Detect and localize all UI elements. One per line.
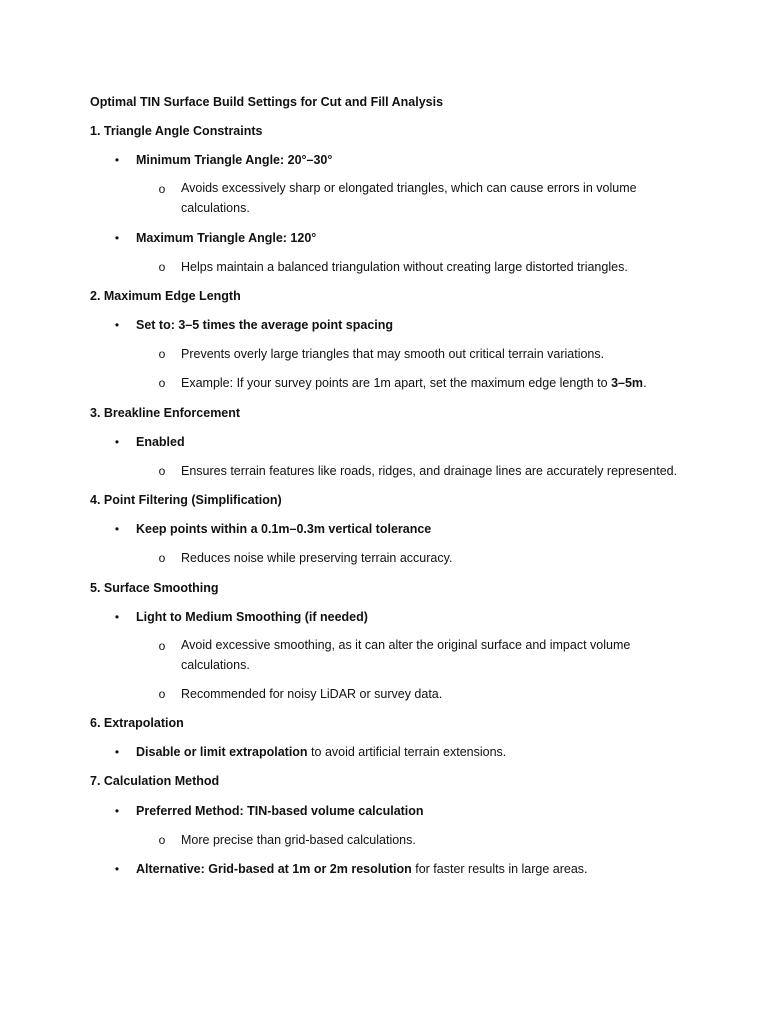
bullet-icon: •	[114, 153, 120, 167]
section-heading: 3. Breakline Enforcement	[90, 406, 241, 420]
bullet-icon: •	[114, 231, 120, 245]
section-heading: 6. Extrapolation	[90, 716, 184, 730]
sub-list-item: Avoid excessive smoothing, as it can alter the original surface and impact volume calculations.	[181, 638, 631, 672]
bullet-icon: •	[114, 318, 120, 332]
sub-list-text: Example: If your survey points are 1m apart, set the maximum edge length to	[181, 376, 612, 390]
section-heading: 7. Calculation Method	[90, 774, 220, 788]
bullet-icon: •	[114, 745, 120, 759]
sub-list-item: Ensures terrain features like roads, ridges, and drainage lines are accurately represented.	[181, 464, 678, 478]
list-item-label: Maximum Triangle Angle: 120°	[136, 231, 317, 245]
list-item-label: Disable or limit extrapolation	[136, 745, 308, 759]
sub-list-item: Avoids excessively sharp or elongated triangles, which can cause errors in volume calculations.	[181, 181, 637, 215]
bullet-icon: •	[114, 610, 120, 624]
sub-list-item: Prevents overly large triangles that may smooth out critical terrain variations.	[181, 347, 605, 361]
list-item-rest: for faster results in large areas.	[411, 862, 588, 876]
list-item-label: Light to Medium Smoothing (if needed)	[136, 610, 368, 624]
sub-bullet-icon: o	[158, 182, 166, 196]
sub-list-item: Recommended for noisy LiDAR or survey data.	[181, 687, 443, 701]
list-item-label: Minimum Triangle Angle: 20°–30°	[136, 153, 333, 167]
list-item-rest: to avoid artificial terrain extensions.	[307, 745, 507, 759]
bullet-icon: •	[114, 862, 120, 876]
sub-bullet-icon: o	[158, 376, 166, 390]
list-item-label: Set to: 3–5 times the average point spacing	[136, 318, 394, 332]
sub-list-item: Reduces noise while preserving terrain accuracy.	[181, 551, 453, 565]
section-heading: 5. Surface Smoothing	[90, 581, 219, 595]
sub-list-item: More precise than grid-based calculations.	[181, 833, 416, 847]
emphasis-text: 3–5m	[611, 376, 644, 390]
section-heading: 4. Point Filtering (Simplification)	[90, 493, 282, 507]
sub-bullet-icon: o	[158, 551, 166, 565]
sub-list-tail: .	[643, 376, 647, 390]
list-item-label: Preferred Method: TIN-based volume calculation	[136, 804, 424, 818]
section-heading: 1. Triangle Angle Constraints	[90, 124, 263, 138]
sub-list-item: Helps maintain a balanced triangulation without creating large distorted triangles.	[181, 260, 628, 274]
list-item	[136, 860, 588, 878]
list-item-label: Alternative: Grid-based at 1m or 2m resolution	[136, 862, 412, 876]
sub-list-item	[181, 374, 647, 392]
sub-bullet-icon: o	[158, 464, 166, 478]
sub-bullet-icon: o	[158, 347, 166, 361]
sub-bullet-icon: o	[158, 687, 166, 701]
bullet-icon: •	[114, 804, 120, 818]
section-heading: 2. Maximum Edge Length	[90, 289, 241, 303]
document-title: Optimal TIN Surface Build Settings for Cut and Fill Analysis	[90, 95, 444, 109]
sub-bullet-icon: o	[158, 260, 166, 274]
bullet-icon: •	[114, 522, 120, 536]
bullet-icon: •	[114, 435, 120, 449]
list-item	[136, 743, 506, 761]
list-item-label: Keep points within a 0.1m–0.3m vertical tolerance	[136, 522, 432, 536]
sub-bullet-icon: o	[158, 639, 166, 653]
list-item-label: Enabled	[136, 435, 185, 449]
sub-bullet-icon: o	[158, 833, 166, 847]
